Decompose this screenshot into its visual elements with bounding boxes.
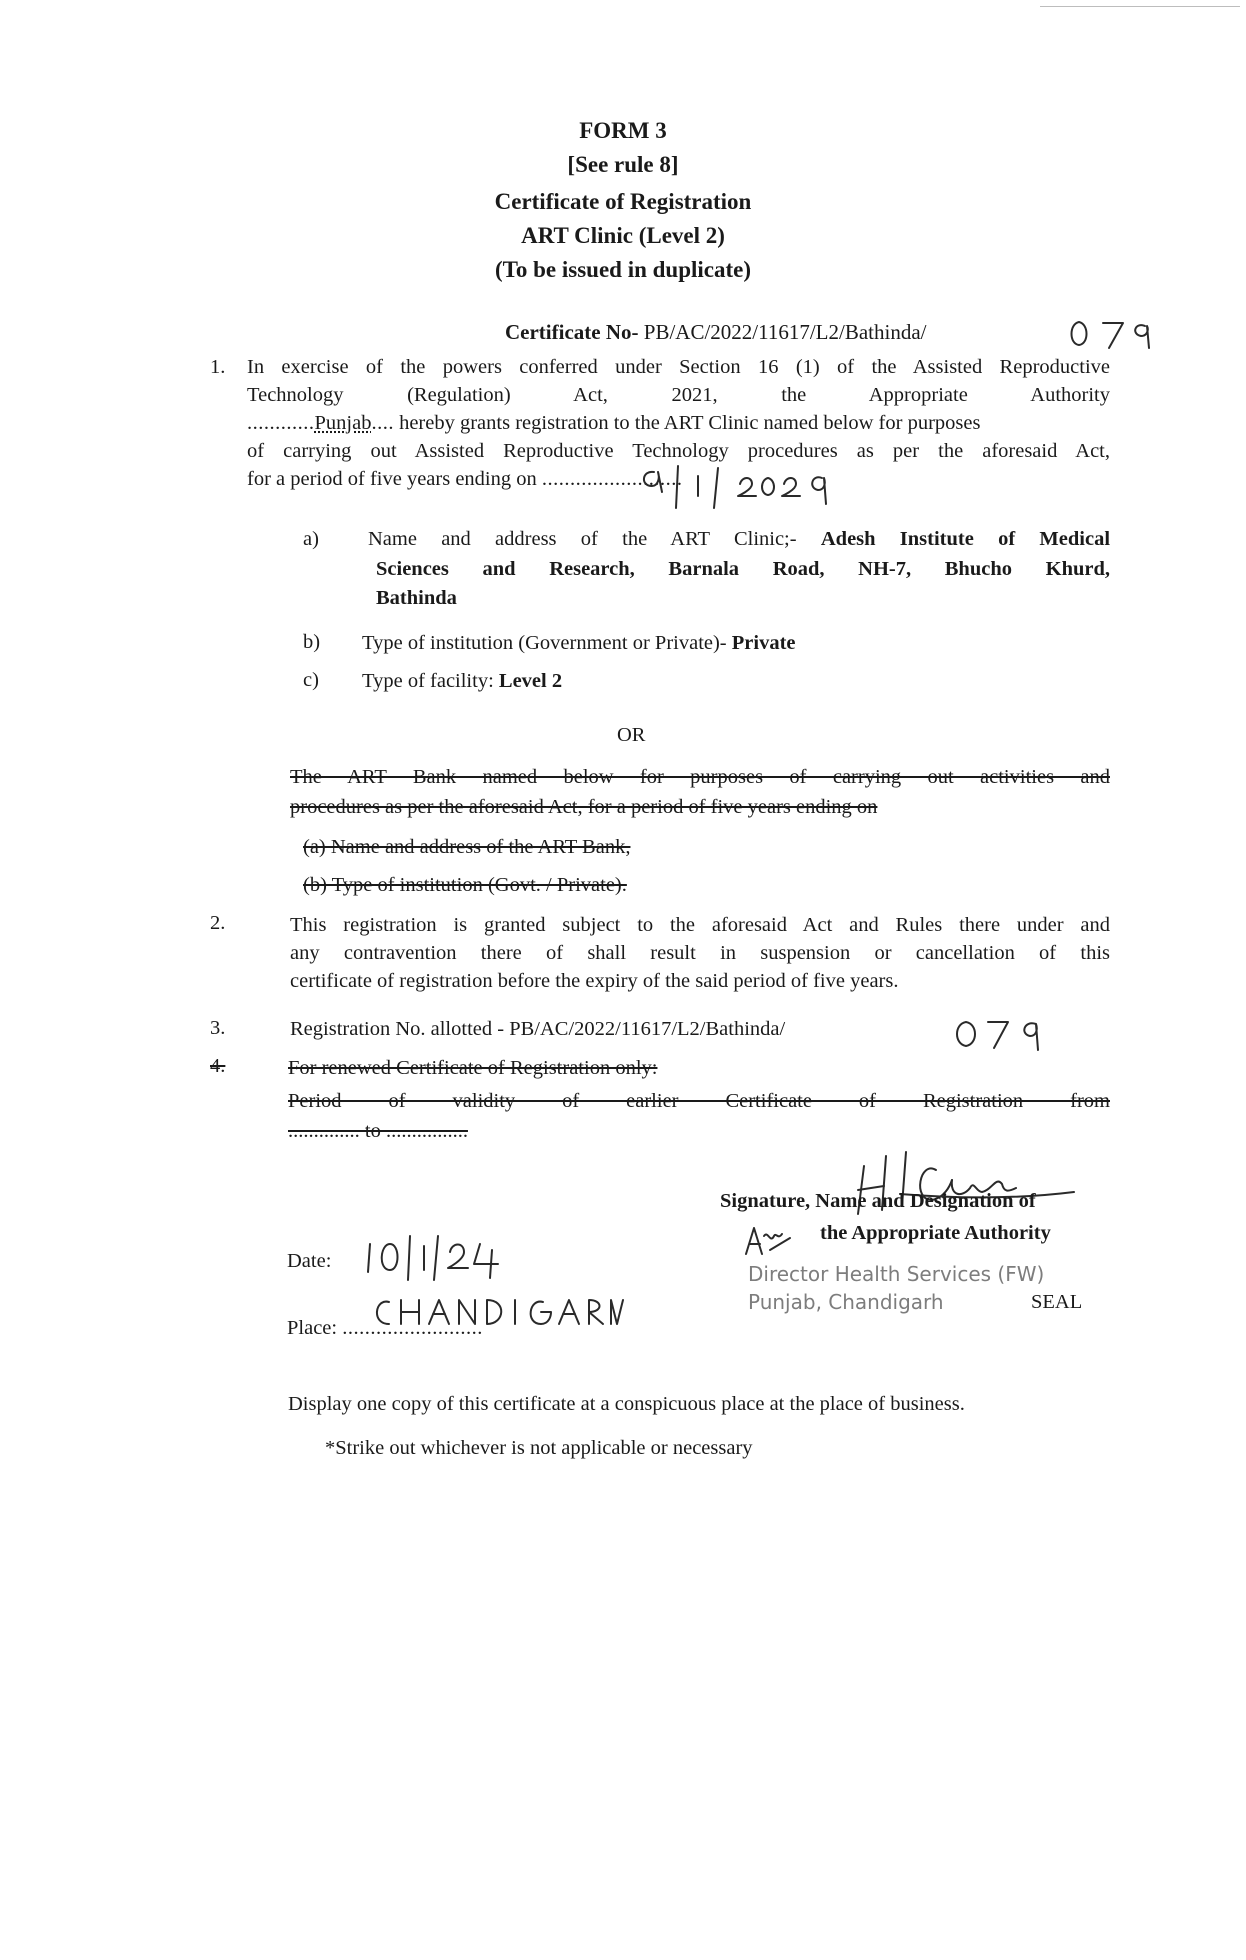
struck-art-bank-line2: procedures as per the aforesaid Act, for a period of five years ending on xyxy=(290,796,878,818)
para1-line4: of carrying out Assisted Reproductive Technology procedures as per the aforesaid Act, xyxy=(247,440,1110,462)
place-label-text: Place: xyxy=(287,1317,338,1339)
date-label: Date: xyxy=(287,1250,332,1272)
display-instruction: Display one copy of this certificate at a conspicuous place at the place of business. xyxy=(288,1393,965,1415)
item-c-value: Level 2 xyxy=(498,670,563,692)
place-dots: ......................... xyxy=(342,1317,483,1339)
para1-number: 1. xyxy=(210,356,226,378)
item-b-value: Private xyxy=(731,632,796,654)
authority-dots-trailing: .... xyxy=(371,412,394,434)
handwritten-place xyxy=(365,1290,625,1334)
signature-initials xyxy=(740,1220,800,1260)
para4-line2: Period of validity of earlier Certificate of Registration from xyxy=(288,1090,1110,1112)
strike-out-note: *Strike out whichever is not applicable or necessary xyxy=(325,1437,753,1459)
para2-number: 2. xyxy=(210,912,226,934)
struck-art-bank-a: (a) Name and address of the ART Bank, xyxy=(303,836,631,858)
scan-artifact xyxy=(1040,6,1240,7)
registration-label: Registration No. allotted - xyxy=(290,1018,505,1040)
para1-line3 xyxy=(247,412,980,435)
para3-number: 3. xyxy=(210,1017,226,1039)
para2-line2: any contravention there of shall result in suspension or cancellation of this xyxy=(290,942,1110,964)
authority-name: Punjab xyxy=(314,412,372,434)
para4-number: 4. xyxy=(210,1055,226,1077)
item-c-label: c) xyxy=(303,669,319,691)
expiry-dots: ......................... xyxy=(541,468,683,490)
item-a-value-1: Adesh Institute of Medical xyxy=(820,528,1111,550)
handwritten-expiry-date xyxy=(632,462,842,512)
stamp-line1: Director Health Services (FW) xyxy=(748,1262,1045,1286)
para1-line1: In exercise of the powers conferred under Section 16 (1) of the Assisted Reproductive xyxy=(247,356,1110,378)
authority-dots-leading: ............ xyxy=(247,412,315,434)
duplicate-note: (To be issued in duplicate) xyxy=(494,257,752,282)
form-number: FORM 3 xyxy=(579,118,667,143)
para3-line xyxy=(290,1018,785,1041)
para1-line2: Technology (Regulation) Act, 2021, the Appropriate Authority xyxy=(247,384,1110,406)
certificate-number-line xyxy=(505,320,927,345)
para4-line3: .............. to ................ xyxy=(288,1120,468,1142)
handwritten-registration-suffix xyxy=(950,1010,1050,1056)
item-b-line xyxy=(362,632,796,655)
certificate-number-value: PB/AC/2022/11617/L2/Bathinda/ xyxy=(643,320,927,344)
para1-line5 xyxy=(247,468,683,491)
item-b-label: b) xyxy=(303,631,321,653)
item-c-text: Type of facility: xyxy=(362,670,494,692)
item-a-line1 xyxy=(368,528,1110,551)
signature-line2: the Appropriate Authority xyxy=(820,1222,1051,1244)
item-c-line xyxy=(362,670,562,693)
handwritten-certificate-suffix xyxy=(1065,312,1155,352)
item-b-text: Type of institution (Government or Private)- xyxy=(362,632,727,654)
registration-number: PB/AC/2022/11617/L2/Bathinda/ xyxy=(509,1018,786,1040)
item-a-value-3: Bathinda xyxy=(376,587,457,609)
struck-art-bank-line1: The ART Bank named below for purposes of carrying out activities and xyxy=(290,766,1110,788)
handwritten-date xyxy=(360,1230,510,1282)
certificate-title: Certificate of Registration xyxy=(494,189,752,214)
item-a-value-2: Sciences and Research, Barnala Road, NH-7, Bhucho Khurd, xyxy=(376,558,1110,580)
certificate-number-label: Certificate No- xyxy=(505,320,639,344)
expiry-label: for a period of five years ending on xyxy=(247,468,537,490)
seal-label: SEAL xyxy=(1031,1291,1083,1313)
para2-line3: certificate of registration before the expiry of the said period of five years. xyxy=(290,970,899,992)
signature-line1: Signature, Name and Designation of xyxy=(720,1190,1036,1212)
stamp-line2: Punjab, Chandigarh xyxy=(748,1290,944,1314)
or-separator: OR xyxy=(617,724,646,746)
certificate-subtitle: ART Clinic (Level 2) xyxy=(521,223,725,248)
item-a-label: a) xyxy=(303,528,319,550)
item-a-text: Name and address of the ART Clinic;- xyxy=(368,528,797,550)
para1-line3-text: hereby grants registration to the ART Clinic named below for purposes xyxy=(399,412,981,434)
struck-art-bank-b: (b) Type of institution (Govt. / Private). xyxy=(303,874,627,896)
rule-reference: [See rule 8] xyxy=(567,152,679,177)
para4-line1: For renewed Certificate of Registration only: xyxy=(288,1057,658,1079)
para2-line1: This registration is granted subject to the aforesaid Act and Rules there under and xyxy=(290,914,1110,936)
